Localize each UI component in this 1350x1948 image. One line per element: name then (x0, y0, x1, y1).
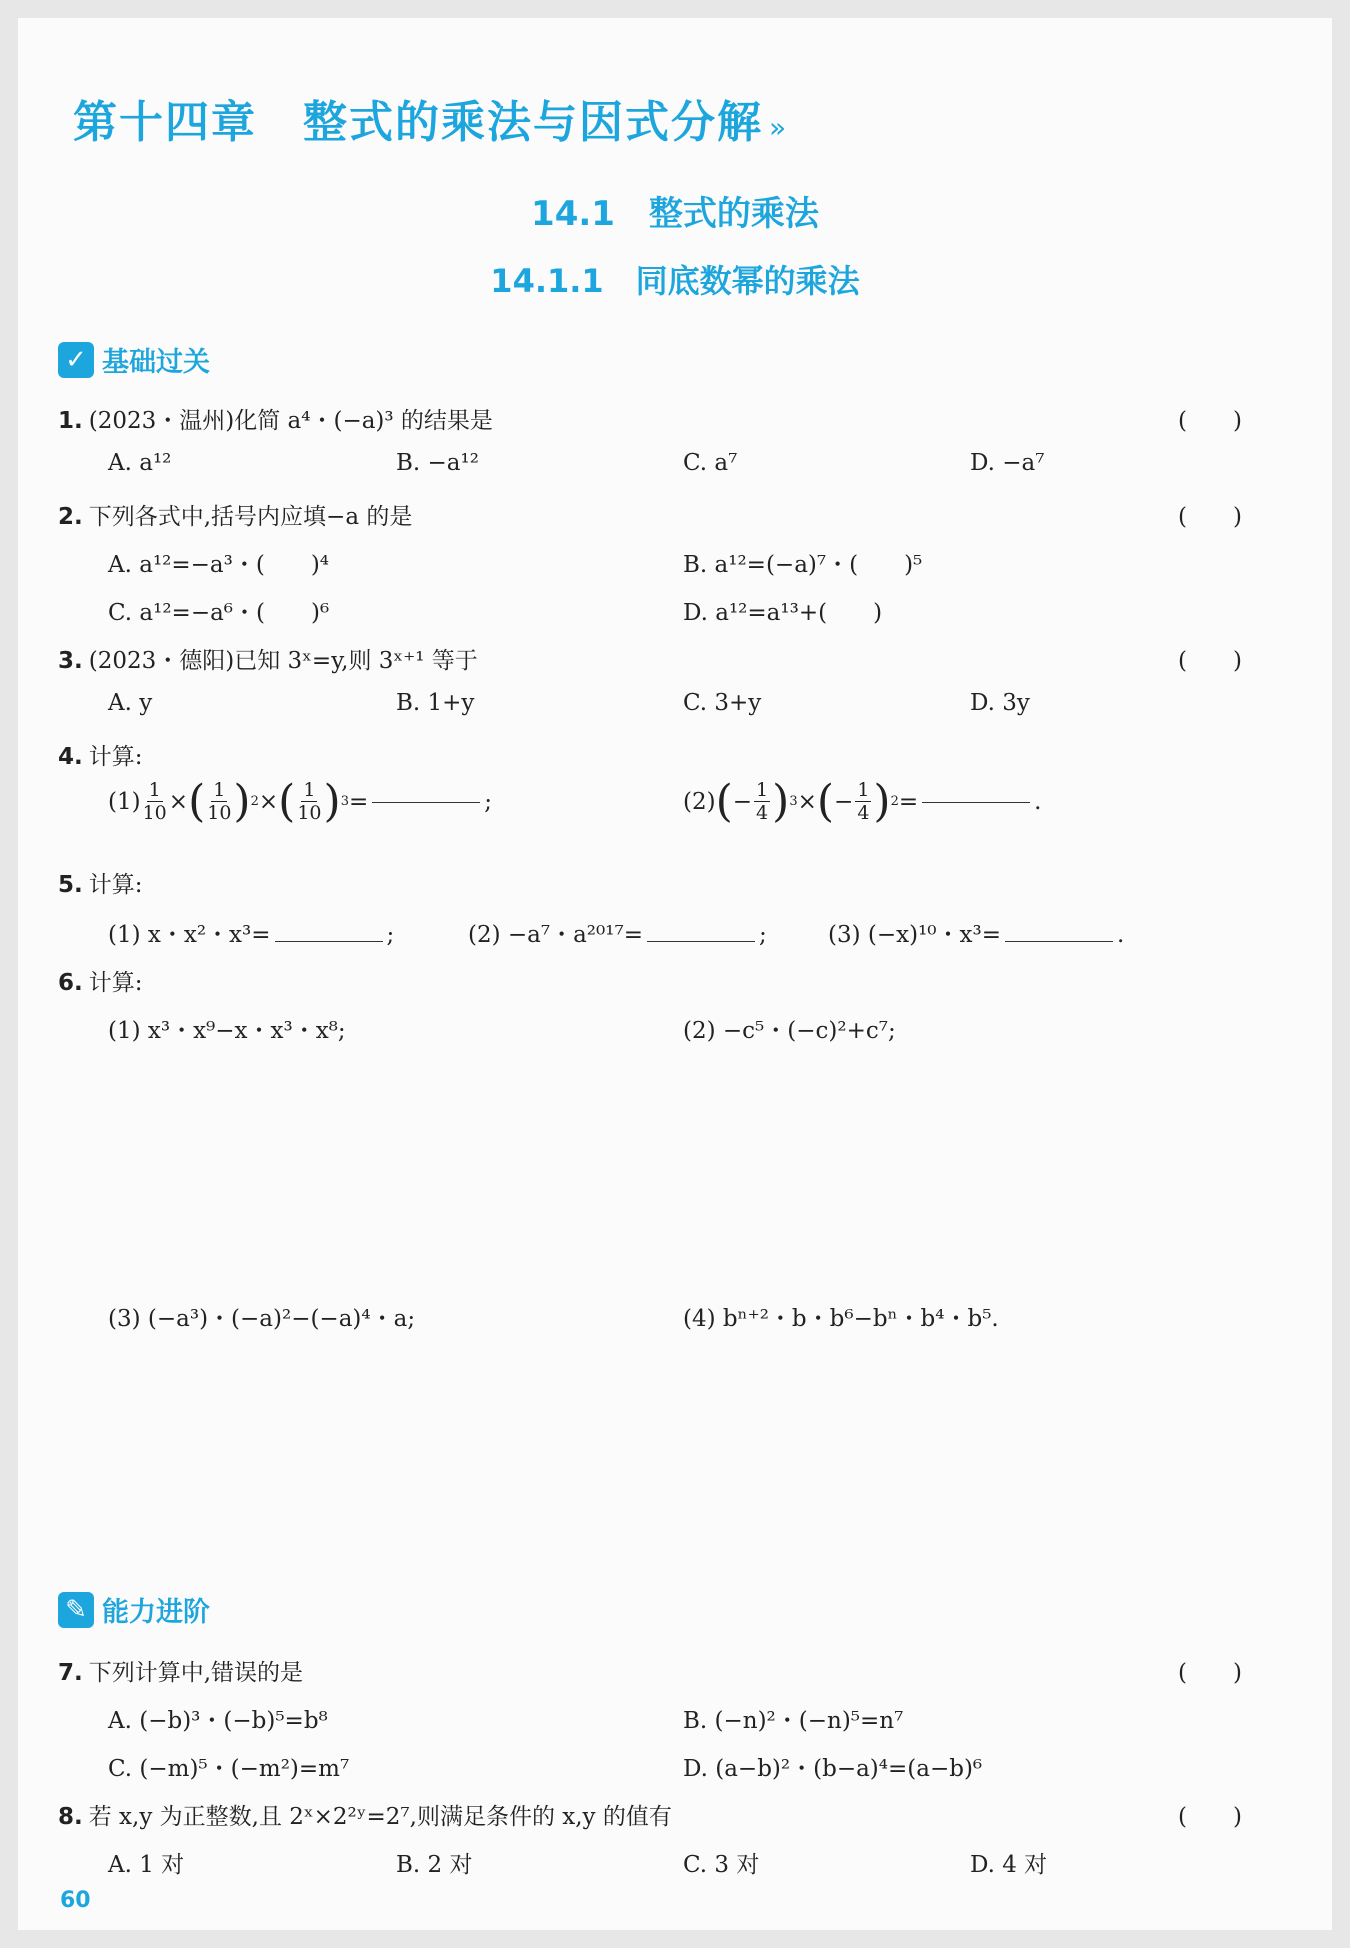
option-c: C. a¹²=−a⁶・( )⁶ (108, 600, 330, 626)
chapter-title (73, 86, 788, 150)
numerator: 1 (213, 779, 226, 801)
q6-part-4: (4) bⁿ⁺²・b・b⁶−bⁿ・b⁴・b⁵. (683, 1306, 999, 1332)
answer-paren: ( ) (1178, 408, 1242, 434)
option-a: A. (−b)³・(−b)⁵=b⁸ (108, 1708, 328, 1734)
answer-paren: ( ) (1178, 504, 1242, 530)
q4-part-2: (2) ( − $\frac{1}{4}$ ) 3 × ( − $\frac{1}{4}$ ) 2 = . (683, 776, 1042, 827)
question-7 (58, 1654, 303, 1687)
question-number: 1. (58, 408, 83, 434)
paren-close: ) (323, 776, 341, 827)
part-expression: (1) x・x²・x³= (108, 922, 271, 948)
times-sign: × (168, 788, 189, 815)
question-1 (58, 402, 493, 435)
question-text: 若 x,y 为正整数,且 2ˣ×2²ʸ=2⁷,则满足条件的 x,y 的值有 (88, 1804, 672, 1830)
option-d: D. −a⁷ (970, 450, 1045, 476)
section-title: 14.1 整式的乘法 (531, 194, 819, 234)
question-3 (58, 642, 478, 675)
workbook-page (18, 18, 1332, 1930)
option-c: C. 3 对 (683, 1852, 760, 1878)
q5-part-3: (3) (−x)¹⁰・x³= . (828, 922, 1125, 948)
denominator: 10 (142, 802, 167, 824)
answer-blank[interactable] (1005, 940, 1113, 942)
exponent: 2 (250, 794, 259, 809)
question-6 (58, 964, 143, 997)
paren-close: ) (233, 776, 251, 827)
question-number: 6. (58, 970, 83, 996)
question-text: (2023・温州)化简 a⁴・(−a)³ 的结果是 (88, 408, 493, 434)
answer-blank[interactable] (922, 801, 1030, 803)
numerator: 1 (148, 779, 161, 801)
question-number: 5. (58, 872, 83, 898)
question-2 (58, 498, 412, 531)
option-d: D. (a−b)²・(b−a)⁴=(a−b)⁶ (683, 1756, 983, 1782)
question-number: 3. (58, 648, 83, 674)
q4-part-1 (108, 776, 492, 827)
question-text: 计算: (88, 744, 143, 770)
page-number: 60 (60, 1888, 91, 1913)
subsection-title: 14.1.1 同底数幂的乘法 (490, 262, 860, 300)
question-number: 8. (58, 1804, 83, 1830)
option-a: A. a¹² (108, 450, 172, 476)
exponent: 3 (340, 794, 349, 809)
exponent: 3 (789, 794, 798, 809)
answer-paren: ( ) (1178, 1804, 1242, 1830)
option-c: C. a⁷ (683, 450, 738, 476)
answer-blank[interactable] (647, 940, 755, 942)
question-8 (58, 1798, 672, 1831)
q5-part-2: (2) −a⁷・a²⁰¹⁷= ; (468, 922, 767, 948)
question-text: 计算: (88, 970, 143, 996)
numerator: 1 (857, 779, 870, 801)
question-text: 计算: (88, 872, 143, 898)
times-sign: × (258, 788, 279, 815)
pencil-icon: ✎ (58, 1592, 94, 1628)
option-a: A. y (108, 690, 153, 716)
fraction (143, 779, 167, 824)
section-basic-heading (58, 340, 210, 379)
option-b: B. 2 对 (396, 1852, 473, 1878)
option-d: D. 3y (970, 690, 1030, 716)
section-basic-label: 基础过关 (102, 347, 210, 378)
paren-open: ( (278, 776, 296, 827)
exponent: 2 (890, 794, 899, 809)
paren-open: ( (188, 776, 206, 827)
option-c: C. 3+y (683, 690, 762, 716)
option-d: D. a¹²=a¹³+( ) (683, 600, 883, 626)
q6-part-3: (3) (−a³)・(−a)²−(−a)⁴・a; (108, 1306, 416, 1332)
equals-sign: = (348, 788, 369, 815)
chevron-icon: » (769, 111, 789, 144)
question-text: 下列各式中,括号内应填−a 的是 (88, 504, 413, 530)
q6-part-1: (1) x³・x⁹−x・x³・x⁸; (108, 1018, 346, 1044)
answer-blank[interactable] (275, 940, 383, 942)
option-d: D. 4 对 (970, 1852, 1048, 1878)
option-b: B. a¹²=(−a)⁷・( )⁵ (683, 552, 923, 578)
paren-close: ) (873, 776, 891, 827)
punctuation: ; (484, 788, 492, 815)
fraction (207, 779, 231, 824)
fraction (297, 779, 321, 824)
denominator: 10 (207, 802, 232, 824)
numerator: 1 (303, 779, 316, 801)
question-text: (2023・德阳)已知 3ˣ=y,则 3ˣ⁺¹ 等于 (88, 648, 478, 674)
checkbox-icon: ✓ (58, 342, 94, 378)
paren-close: ) (772, 776, 790, 827)
part-expression: (3) (−x)¹⁰・x³= (828, 922, 1001, 948)
chapter-title-text: 第十四章 整式的乘法与因式分解 (73, 97, 763, 148)
option-a: A. 1 对 (108, 1852, 185, 1878)
question-number: 7. (58, 1660, 83, 1686)
part-expression: (2) −a⁷・a²⁰¹⁷= (468, 922, 643, 948)
option-b: B. 1+y (396, 690, 475, 716)
option-c: C. (−m)⁵・(−m²)=m⁷ (108, 1756, 350, 1782)
equals-sign: = (898, 788, 919, 815)
times-sign: × (797, 788, 817, 815)
question-4 (58, 738, 143, 771)
punctuation: . (1034, 788, 1042, 815)
q6-part-2: (2) −c⁵・(−c)²+c⁷; (683, 1018, 896, 1044)
part-label: (2) (683, 788, 716, 815)
question-text: 下列计算中,错误的是 (88, 1660, 304, 1686)
denominator: 4 (857, 802, 870, 824)
option-b: B. −a¹² (396, 450, 479, 476)
answer-paren: ( ) (1178, 648, 1242, 674)
denominator: 4 (756, 802, 769, 824)
numerator: 1 (756, 779, 769, 801)
question-5 (58, 866, 143, 899)
part-label: (1) (108, 788, 141, 815)
option-b: B. (−n)²・(−n)⁵=n⁷ (683, 1708, 904, 1734)
fraction (754, 779, 770, 824)
question-number: 2. (58, 504, 83, 530)
option-a: A. a¹²=−a³・( )⁴ (108, 552, 330, 578)
paren-open: ( (816, 776, 835, 827)
answer-blank[interactable] (372, 801, 480, 803)
section-advanced-label: 能力进阶 (102, 1597, 210, 1628)
section-advanced-heading (58, 1590, 210, 1629)
q5-part-1: (1) x・x²・x³= ; (108, 922, 395, 948)
fraction (855, 779, 871, 824)
answer-paren: ( ) (1178, 1660, 1242, 1686)
paren-open: ( (715, 776, 733, 827)
denominator: 10 (297, 802, 322, 824)
question-number: 4. (58, 744, 83, 770)
